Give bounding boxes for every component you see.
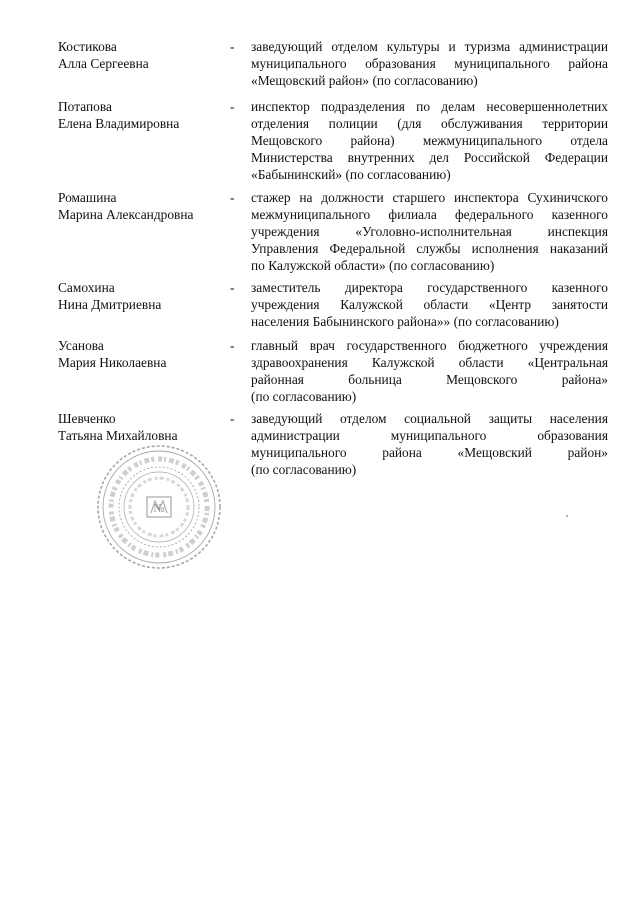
person-name	[58, 279, 228, 313]
separator-dash: -	[230, 280, 235, 295]
separator-dash: -	[230, 99, 235, 114]
separator-dash: -	[230, 39, 235, 54]
given-names: Нина Дмитриевна	[58, 297, 162, 312]
separator-dash: -	[230, 338, 235, 353]
description-line: «Мещовский район» (по согласованию)	[251, 73, 478, 88]
position-description	[251, 98, 608, 183]
surname: Ромашина	[58, 190, 117, 205]
given-names: Елена Владимировна	[58, 116, 180, 131]
description-line: Мещовского района) межмуниципального отдела	[251, 133, 608, 148]
description-line: здравоохранения Калужской области «Центральная	[251, 355, 608, 370]
surname: Костикова	[58, 39, 117, 54]
position-description	[251, 279, 608, 330]
given-names: Татьяна Михайловна	[58, 428, 178, 443]
description-line: муниципального района «Мещовский район»	[251, 445, 608, 460]
description-line: заведующий отделом культуры и туризма администрации	[251, 39, 608, 54]
description-line: заместитель директора государственного казенного	[251, 280, 608, 295]
given-names: Марина Александровна	[58, 207, 194, 222]
position-description	[251, 410, 608, 478]
stamp-center-mark: №	[153, 501, 165, 515]
position-description	[251, 337, 608, 405]
official-stamp	[95, 443, 223, 571]
description-line: учреждения «Уголовно-исполнительная инспекция	[251, 224, 608, 239]
person-name	[58, 337, 228, 371]
description-line: по Калужской области» (по согласованию)	[251, 258, 495, 273]
given-names: Мария Николаевна	[58, 355, 167, 370]
description-line: (по согласованию)	[251, 462, 357, 477]
description-line: учреждения Калужской области «Центр занятости	[251, 297, 608, 312]
description-line: межмуниципального филиала федерального казенного	[251, 207, 608, 222]
surname: Усанова	[58, 338, 104, 353]
person-name	[58, 189, 228, 223]
surname: Потапова	[58, 99, 112, 114]
scan-speck	[566, 515, 568, 517]
surname: Шевченко	[58, 411, 116, 426]
description-line: стажер на должности старшего инспектора Сухиничского	[251, 190, 608, 205]
position-description	[251, 38, 608, 89]
description-line: главный врач государственного бюджетного учреждения	[251, 338, 608, 353]
person-name	[58, 410, 228, 444]
description-line: населения Бабынинского района»» (по согласованию)	[251, 314, 559, 329]
separator-dash: -	[230, 411, 235, 426]
description-line: Управления Федеральной службы исполнения наказаний	[251, 241, 608, 256]
description-line: администрации муниципального образования	[251, 428, 608, 443]
separator-dash: -	[230, 190, 235, 205]
description-line: инспектор подразделения по делам несовершеннолетних	[251, 99, 608, 114]
position-description	[251, 189, 608, 274]
given-names: Алла Сергеевна	[58, 56, 149, 71]
description-line: «Бабынинский» (по согласованию)	[251, 167, 451, 182]
description-line: заведующий отделом социальной защиты населения	[251, 411, 608, 426]
description-line: (по согласованию)	[251, 389, 357, 404]
surname: Самохина	[58, 280, 115, 295]
description-line: муниципального образования муниципального района	[251, 56, 608, 71]
description-line: районная больница Мещовского района»	[251, 372, 608, 387]
person-name	[58, 38, 228, 72]
description-line: отделения полиции (для обслуживания территории	[251, 116, 608, 131]
person-name	[58, 98, 228, 132]
description-line: Министерства внутренних дел Российской Федерации	[251, 150, 608, 165]
